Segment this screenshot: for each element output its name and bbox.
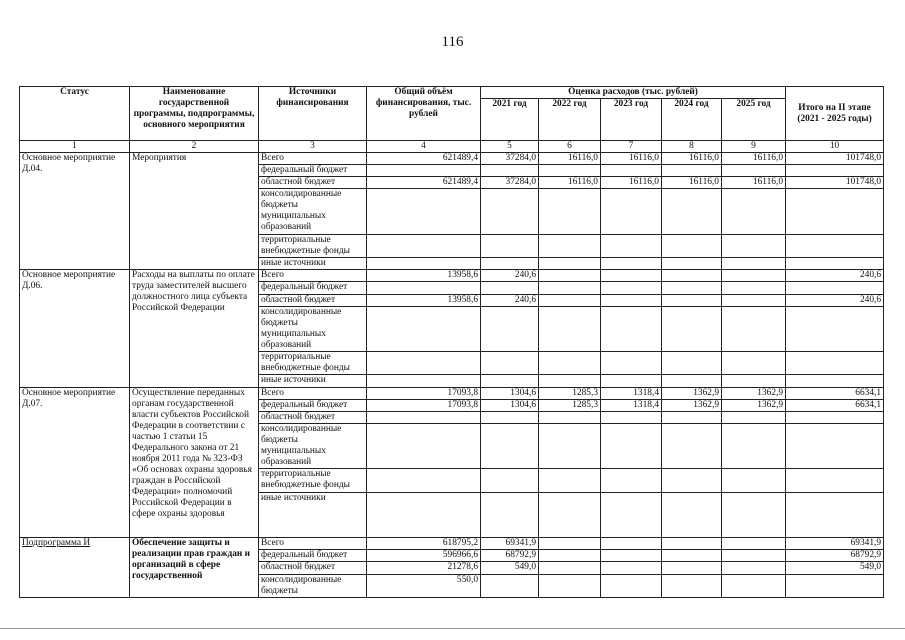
year-value-cell [722, 375, 786, 387]
year-value-cell: 16116,0 [539, 177, 601, 189]
year-value-cell: 16116,0 [722, 153, 786, 165]
year-value-cell [722, 411, 786, 423]
year-value-cell [601, 352, 662, 375]
year-value-cell [481, 352, 539, 375]
year-value-cell [662, 492, 722, 538]
total-volume-cell: 618795,2 [367, 538, 481, 550]
year-value-cell [539, 306, 601, 352]
source-cell: территориальные внебюджетные фонды [259, 352, 367, 375]
total-volume-cell: 17093,8 [367, 387, 481, 399]
year-value-cell [601, 375, 662, 387]
year-value-cell [601, 574, 662, 598]
total-volume-header: Общий объём финансирования, тыс. рублей [367, 87, 481, 141]
column-number: 6 [539, 141, 601, 153]
year-value-cell [539, 574, 601, 598]
year-value-cell: 240,6 [481, 270, 539, 282]
year-value-cell [601, 492, 662, 538]
year-value-cell [481, 189, 539, 235]
stage-total-cell [786, 469, 884, 492]
year-value-cell [722, 258, 786, 270]
name-cell: Мероприятия [130, 153, 259, 270]
year-value-cell [662, 562, 722, 574]
year-value-cell [481, 234, 539, 257]
stage-total-cell: 101748,0 [786, 153, 884, 165]
year-value-cell [662, 469, 722, 492]
total-volume-cell: 17093,8 [367, 399, 481, 411]
source-cell: иные источники [259, 375, 367, 387]
stage-total-cell: 101748,0 [786, 177, 884, 189]
year-value-cell [662, 538, 722, 550]
year-value-cell [481, 306, 539, 352]
estimate-header: Оценка расходов (тыс. рублей) [481, 87, 786, 99]
year-value-cell [601, 306, 662, 352]
table-body [20, 153, 884, 598]
year-value-cell [662, 352, 722, 375]
source-cell: областной бюджет [259, 294, 367, 306]
total-volume-cell [367, 352, 481, 375]
total-volume-cell: 621489,4 [367, 153, 481, 165]
year-value-cell [722, 538, 786, 550]
stage-total-cell [786, 189, 884, 235]
year-value-cell [662, 234, 722, 257]
year-value-cell: 1362,9 [722, 399, 786, 411]
year-value-cell: 16116,0 [662, 153, 722, 165]
total-volume-cell [367, 423, 481, 469]
year-value-cell [662, 294, 722, 306]
stage-total-cell [786, 574, 884, 598]
year-value-cell [662, 574, 722, 598]
year-value-cell [662, 165, 722, 177]
source-cell: федеральный бюджет [259, 165, 367, 177]
status-cell: Основное мероприятие Д.04. [20, 153, 130, 270]
year-value-cell: 16116,0 [601, 153, 662, 165]
column-number: 3 [259, 141, 367, 153]
scan-edge-line [0, 628, 905, 629]
stage-total-cell: 240,6 [786, 294, 884, 306]
name-cell: Расходы на выплаты по оплате труда заместителей высшего должностного лица субъекта Российской Федерации [130, 270, 259, 387]
year-value-cell [722, 550, 786, 562]
year-value-cell [662, 423, 722, 469]
year-value-cell [601, 538, 662, 550]
year-value-cell [722, 562, 786, 574]
year-value-cell [722, 423, 786, 469]
year-value-cell: 16116,0 [601, 177, 662, 189]
year-value-cell: 16116,0 [722, 177, 786, 189]
year-value-cell [601, 411, 662, 423]
page-number: 116 [441, 34, 464, 50]
year-value-cell [539, 469, 601, 492]
year-value-cell [662, 375, 722, 387]
stage-total-cell: 240,6 [786, 270, 884, 282]
year-value-cell [481, 574, 539, 598]
year-value-cell [539, 270, 601, 282]
stage-total-cell: 549,0 [786, 562, 884, 574]
year-value-cell [722, 574, 786, 598]
status-header: Статус [20, 87, 130, 141]
stage-total-cell [786, 423, 884, 469]
total-volume-cell [367, 234, 481, 257]
total-volume-cell: 13958,6 [367, 270, 481, 282]
source-cell: областной бюджет [259, 177, 367, 189]
source-cell: консолидированные бюджеты муниципальных образований [259, 423, 367, 469]
year-value-cell [481, 282, 539, 294]
total-volume-cell: 13958,6 [367, 294, 481, 306]
total-volume-cell [367, 306, 481, 352]
total-volume-cell [367, 258, 481, 270]
year-value-cell [539, 165, 601, 177]
year-value-cell [601, 562, 662, 574]
year-value-cell: 37284,0 [481, 177, 539, 189]
year-value-cell [539, 352, 601, 375]
year-value-cell [601, 189, 662, 235]
table-row [20, 153, 884, 165]
total-volume-cell [367, 375, 481, 387]
year-value-cell [722, 492, 786, 538]
name-header: Наименование государственной программы, подпрограммы, основного мероприятия [130, 87, 259, 141]
table-row [20, 270, 884, 282]
name-cell: Обеспечение защиты и реализации прав граждан и организаций в сфере государственной [130, 538, 259, 598]
name-cell: Осуществление переданных органам государственной власти субъектов Российской Федерации в соответствии с частью 1 статьи 15 Федерального закона от 21 ноября 2011 года № 323-ФЗ «Об основах охраны здоровья граждан в Российской Федерации» полномочий Российской Федерации в сфере охраны здоровья [130, 387, 259, 538]
stage-total-cell [786, 234, 884, 257]
source-cell: областной бюджет [259, 562, 367, 574]
year-value-cell: 68792,9 [481, 550, 539, 562]
total-volume-cell: 596966,6 [367, 550, 481, 562]
year-value-cell [601, 294, 662, 306]
total-volume-cell [367, 469, 481, 492]
source-cell: Всего [259, 153, 367, 165]
year-value-cell: 1318,4 [601, 399, 662, 411]
year-value-cell [539, 258, 601, 270]
year-value-cell [539, 538, 601, 550]
stage-total-cell [786, 165, 884, 177]
year-value-cell [601, 469, 662, 492]
year-value-cell [539, 234, 601, 257]
stage-total-cell [786, 258, 884, 270]
year-value-cell: 16116,0 [662, 177, 722, 189]
year-value-cell [601, 282, 662, 294]
stage-total-cell [786, 492, 884, 538]
year-value-cell [722, 234, 786, 257]
year-value-cell [662, 550, 722, 562]
year-value-cell [539, 375, 601, 387]
stage-total-cell [786, 375, 884, 387]
status-cell: Основное мероприятие Д.07. [20, 387, 130, 538]
year-value-cell: 1362,9 [722, 387, 786, 399]
total-volume-cell [367, 492, 481, 538]
source-cell: Всего [259, 387, 367, 399]
year-value-cell: 1304,6 [481, 387, 539, 399]
year-value-cell [481, 492, 539, 538]
year-value-cell [539, 562, 601, 574]
total-volume-cell [367, 411, 481, 423]
year-value-cell: 1285,3 [539, 399, 601, 411]
year-value-cell [601, 550, 662, 562]
year-value-cell: 1362,9 [662, 399, 722, 411]
year-value-cell [539, 411, 601, 423]
source-cell: консолидированные бюджеты [259, 574, 367, 598]
stage-total-cell: 68792,9 [786, 550, 884, 562]
source-cell: федеральный бюджет [259, 399, 367, 411]
total-volume-cell: 550,0 [367, 574, 481, 598]
source-cell: федеральный бюджет [259, 282, 367, 294]
year-value-cell: 1318,4 [601, 387, 662, 399]
year-value-cell [722, 270, 786, 282]
year-value-cell [722, 306, 786, 352]
stage-total-cell: 6634,1 [786, 387, 884, 399]
year-value-cell: 37284,0 [481, 153, 539, 165]
year-value-cell [722, 282, 786, 294]
source-cell: консолидированные бюджеты муниципальных образований [259, 306, 367, 352]
year-value-cell [481, 411, 539, 423]
year-value-cell [539, 282, 601, 294]
year-header: 2021 год [481, 99, 539, 141]
year-value-cell: 1362,9 [662, 387, 722, 399]
year-value-cell [539, 492, 601, 538]
year-value-cell [722, 165, 786, 177]
column-number: 10 [786, 141, 884, 153]
column-number: 2 [130, 141, 259, 153]
year-value-cell [722, 189, 786, 235]
year-value-cell [481, 423, 539, 469]
table-header [20, 87, 884, 153]
year-value-cell [539, 423, 601, 469]
year-value-cell [662, 189, 722, 235]
source-cell: Всего [259, 538, 367, 550]
year-value-cell [662, 270, 722, 282]
column-number-row [20, 141, 884, 153]
year-value-cell [722, 294, 786, 306]
column-number: 1 [20, 141, 130, 153]
stage-total-cell: 69341,9 [786, 538, 884, 550]
year-value-cell [539, 550, 601, 562]
source-cell: территориальные внебюджетные фонды [259, 234, 367, 257]
year-value-cell [481, 469, 539, 492]
year-value-cell [601, 270, 662, 282]
total-volume-cell: 21278,6 [367, 562, 481, 574]
budget-table [19, 86, 884, 598]
source-cell: областной бюджет [259, 411, 367, 423]
source-cell: иные источники [259, 258, 367, 270]
source-cell: федеральный бюджет [259, 550, 367, 562]
year-value-cell: 1304,6 [481, 399, 539, 411]
sources-header: Источники финансирования [259, 87, 367, 141]
stage-total-cell: 6634,1 [786, 399, 884, 411]
year-value-cell [722, 352, 786, 375]
year-value-cell [539, 189, 601, 235]
stage-total-cell [786, 411, 884, 423]
year-value-cell [662, 258, 722, 270]
stage-total-cell [786, 352, 884, 375]
total-volume-cell: 621489,4 [367, 177, 481, 189]
year-value-cell [481, 165, 539, 177]
source-cell: Всего [259, 270, 367, 282]
year-header: 2023 год [601, 99, 662, 141]
total-volume-cell [367, 189, 481, 235]
year-value-cell [539, 294, 601, 306]
year-header: 2022 год [539, 99, 601, 141]
year-header: 2025 год [722, 99, 786, 141]
year-value-cell [481, 375, 539, 387]
year-value-cell [662, 282, 722, 294]
stage-total-header: Итого на II этапе (2021 - 2025 годы) [786, 87, 884, 141]
year-value-cell [601, 423, 662, 469]
source-cell: консолидированные бюджеты муниципальных образований [259, 189, 367, 235]
column-number: 9 [722, 141, 786, 153]
status-cell: Основное мероприятие Д.06. [20, 270, 130, 387]
year-value-cell [722, 469, 786, 492]
year-value-cell [601, 258, 662, 270]
year-value-cell: 549,0 [481, 562, 539, 574]
year-value-cell [601, 165, 662, 177]
source-cell: территориальные внебюджетные фонды [259, 469, 367, 492]
stage-total-cell [786, 306, 884, 352]
year-value-cell: 240,6 [481, 294, 539, 306]
year-value-cell [481, 258, 539, 270]
table-row [20, 538, 884, 550]
year-value-cell [662, 306, 722, 352]
total-volume-cell [367, 165, 481, 177]
status-cell: Подпрограмма И [20, 538, 130, 598]
year-value-cell: 1285,3 [539, 387, 601, 399]
column-number: 5 [481, 141, 539, 153]
year-value-cell: 16116,0 [539, 153, 601, 165]
stage-total-cell [786, 282, 884, 294]
column-number: 4 [367, 141, 481, 153]
year-value-cell [601, 234, 662, 257]
source-cell: иные источники [259, 492, 367, 538]
table-row [20, 387, 884, 399]
column-number: 8 [662, 141, 722, 153]
total-volume-cell [367, 282, 481, 294]
year-value-cell: 69341,9 [481, 538, 539, 550]
year-header: 2024 год [662, 99, 722, 141]
column-number: 7 [601, 141, 662, 153]
year-value-cell [662, 411, 722, 423]
